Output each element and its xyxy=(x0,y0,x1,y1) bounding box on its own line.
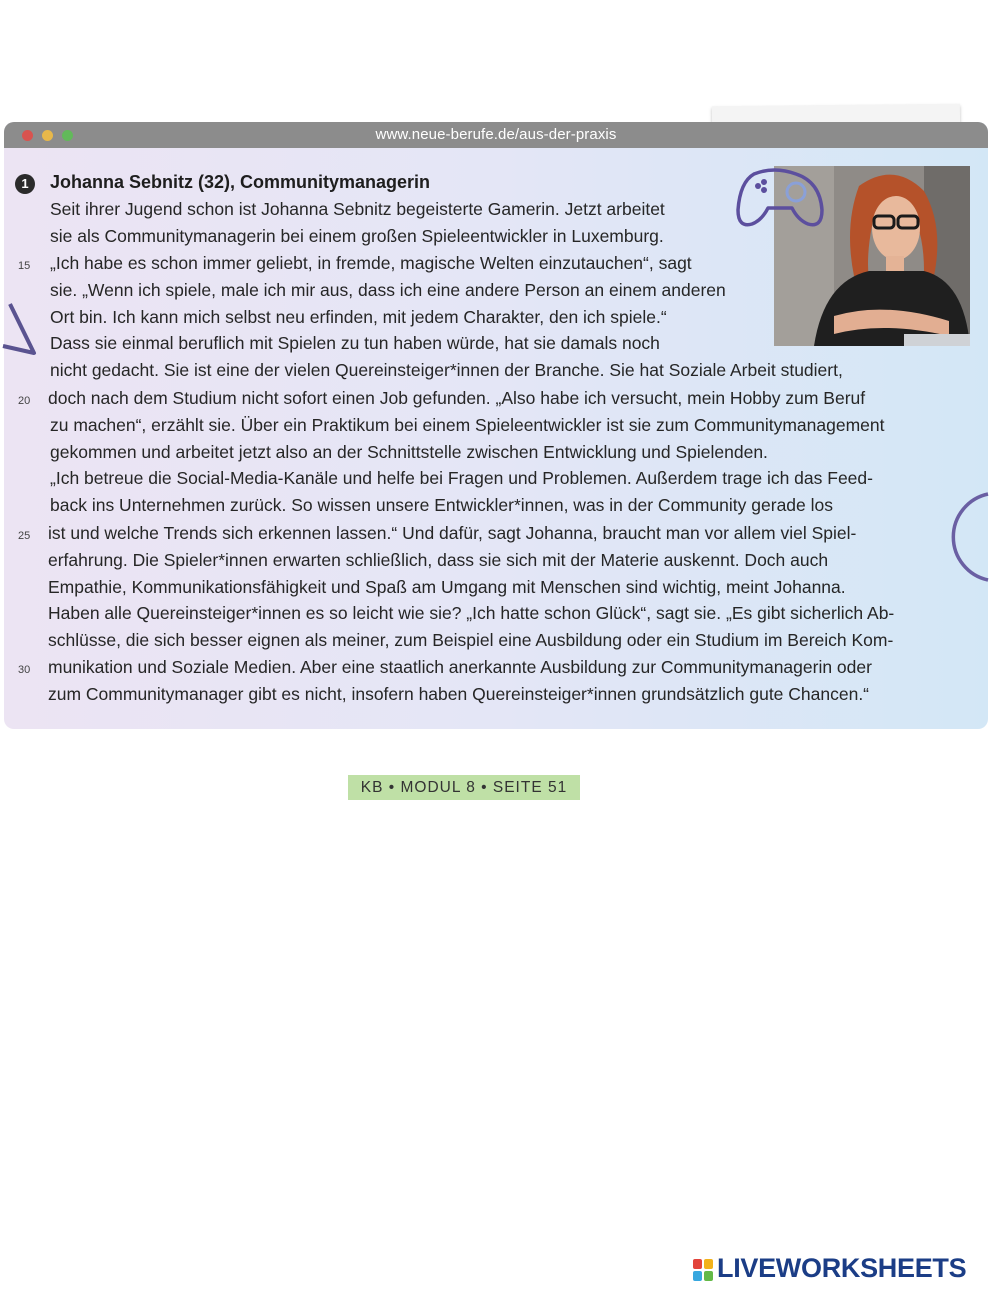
article-heading: Johanna Sebnitz (32), Communitymanagerin xyxy=(50,172,431,192)
text-line: Empathie, Kommunikationsfähigkeit und Spaß am Umgang mit Menschen sind wichtig, meint Johanna. xyxy=(48,577,846,597)
text-line: nicht gedacht. Sie ist eine der vielen Quereinsteiger*innen der Branche. Sie hat Soziale Arbeit studiert, xyxy=(50,360,843,380)
text-line: gekommen und arbeitet jetzt also an der Schnittstelle zwischen Entwicklung und Spielenden. xyxy=(50,442,768,462)
browser-titlebar xyxy=(4,122,988,148)
page-reference-tag: KB • MODUL 8 • SEITE 51 xyxy=(348,775,580,800)
text-line: schlüsse, die sich besser eignen als meiner, zum Beispiel eine Ausbildung oder ein Studium im Bereich Kom- xyxy=(48,630,894,650)
line-number: 25 xyxy=(18,530,31,542)
triangle-decoration xyxy=(0,298,40,358)
text-line: back ins Unternehmen zurück. So wissen unsere Entwickler*innen, was in der Community gerade los xyxy=(50,495,834,515)
text-line: Dass sie einmal beruflich mit Spielen zu tun haben würde, hat sie damals noch xyxy=(50,333,660,353)
text-line: Haben alle Quereinsteiger*innen es so leicht wie sie? „Ich hatte schon Glück“, sagt sie. „Es gibt sicherlich Ab- xyxy=(48,603,895,623)
article-number-badge: 1 xyxy=(15,174,35,194)
text-line: „Ich habe es schon immer geliebt, in fremde, magische Welten einzutauchen“, sagt xyxy=(50,253,692,273)
arc-decoration xyxy=(930,490,1000,590)
text-line: sie als Communitymanagerin bei einem großen Spieleentwickler in Luxemburg. xyxy=(50,226,664,246)
address-url[interactable]: www.neue-berufe.de/aus-der-praxis xyxy=(375,126,617,143)
text-line: „Ich betreue die Social-Media-Kanäle und helfe bei Fragen und Problemen. Außerdem trage ich das Feed- xyxy=(50,468,873,488)
text-line: Ort bin. Ich kann mich selbst neu erfinden, mit jedem Charakter, den ich spiele.“ xyxy=(50,307,667,327)
gamepad-icon xyxy=(734,162,826,232)
text-line: zu machen“, erzählt sie. Über ein Praktikum bei einem Spieleentwickler ist sie zum Communitymanagement xyxy=(50,415,885,435)
liveworksheets-logo-text: LIVEWORKSHEETS xyxy=(717,1253,967,1283)
text-line: erfahrung. Die Spieler*innen erwarten schließlich, dass sie sich mit der Materie auskennt. Doch auch xyxy=(48,550,829,570)
text-line: doch nach dem Studium nicht sofort einen Job gefunden. „Also habe ich versucht, mein Hobby zum Beruf xyxy=(48,388,866,408)
line-number: 15 xyxy=(18,260,31,272)
text-line: Seit ihrer Jugend schon ist Johanna Sebnitz begeisterte Gamerin. Jetzt arbeitet xyxy=(50,199,665,219)
text-line: munikation und Soziale Medien. Aber eine staatlich anerkannte Ausbildung zur Communitymanagerin oder xyxy=(48,657,872,677)
liveworksheets-logo-icon xyxy=(693,1259,713,1281)
text-line: zum Communitymanager gibt es nicht, insofern haben Quereinsteiger*innen grundsätzlich gute Chancen.“ xyxy=(48,684,870,704)
line-number: 20 xyxy=(18,395,31,407)
text-line: sie. „Wenn ich spiele, male ich mir aus, dass ich eine andere Person an einem anderen xyxy=(50,280,726,300)
line-number: 30 xyxy=(18,664,31,676)
text-line: ist und welche Trends sich erkennen lassen.“ Und dafür, sagt Johanna, braucht man vor allem viel Spiel- xyxy=(48,523,857,543)
